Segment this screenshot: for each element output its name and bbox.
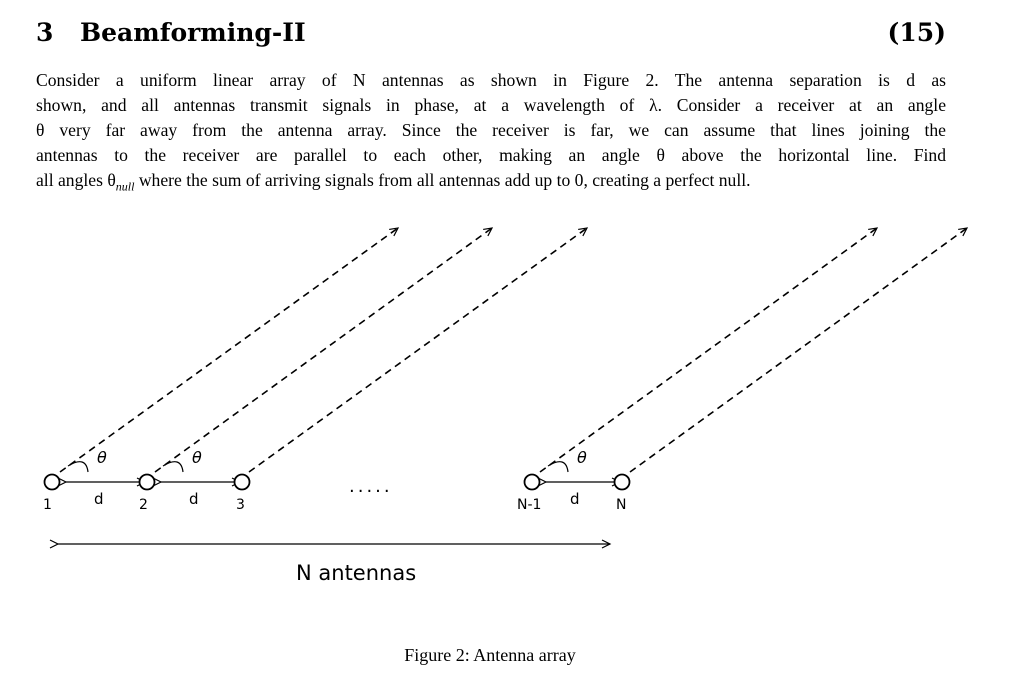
paragraph-line-3: θ very far away from the antenna array. Since the receiver is far, we can assume that lines joining the [36, 120, 946, 140]
section-heading [36, 14, 946, 54]
antenna-label-2: 2 [139, 497, 148, 513]
section-points: (15) [887, 18, 946, 47]
angle-label-2: θ [192, 448, 202, 467]
ray-antenna-1 [60, 228, 398, 472]
signal-rays [60, 228, 967, 472]
sep-label-2: d [189, 490, 199, 508]
ellipsis: ..... [349, 476, 393, 497]
null-subscript: null [115, 179, 135, 194]
figure-caption: Figure 2: Antenna array [404, 645, 576, 665]
antenna-array-figure [0, 210, 1024, 640]
section-title: Beamforming-II [80, 18, 306, 47]
ray-antenna-n-1 [540, 228, 877, 472]
array-label: N antennas [296, 561, 417, 585]
ray-antenna-n [630, 228, 967, 472]
angle-arcs [68, 462, 568, 472]
ray-antenna-2 [155, 228, 492, 472]
section-number: 3 [36, 18, 54, 47]
paragraph-line-5 [36, 168, 946, 193]
antenna-n [615, 475, 630, 490]
sep-label-n: d [570, 490, 580, 508]
paragraph-line-2: shown, and all antennas transmit signals in phase, at a wavelength of λ. Consider a receiver at an angle [36, 95, 946, 115]
paragraph-line-5-post: where the sum of arriving signals from all antennas add up to 0, creating a perfect null. [134, 170, 751, 190]
antenna-label-3: 3 [236, 497, 245, 513]
antenna-label-n: N [616, 497, 627, 513]
antenna-label-1: 1 [43, 497, 52, 513]
sep-label-1: d [94, 490, 104, 508]
ray-antenna-3 [249, 228, 587, 472]
antenna-2 [140, 475, 155, 490]
antenna-3 [235, 475, 250, 490]
angle-label-n-1: θ [577, 448, 587, 467]
antenna-label-n-1: N-1 [517, 497, 542, 513]
antenna-1 [45, 475, 60, 490]
paragraph-line-4: antennas to the receiver are parallel to each other, making an angle θ above the horizontal line. Find [36, 145, 946, 165]
problem-statement [36, 68, 946, 193]
paragraph-line-5-pre: all angles θ [36, 170, 116, 190]
angle-label-1: θ [97, 448, 107, 467]
paragraph-line-1: Consider a uniform linear array of N antennas as shown in Figure 2. The antenna separation is d as [36, 70, 946, 90]
antenna-n-1 [525, 475, 540, 490]
